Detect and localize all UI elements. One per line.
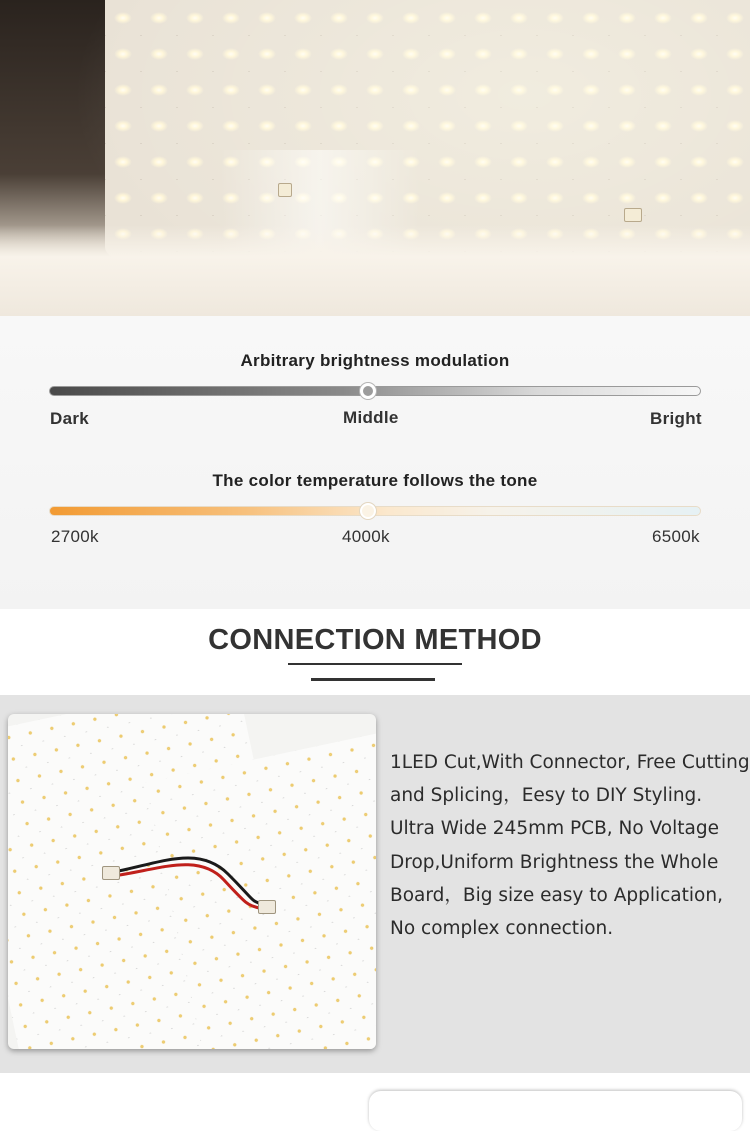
panel-connector-icon [278, 183, 292, 197]
description-line: 1LED Cut,With Connector, Free Cutting [390, 752, 750, 773]
brightness-slider-knob[interactable] [360, 383, 376, 399]
panel-connector-icon [624, 208, 642, 222]
heading-underline [288, 663, 462, 665]
hero-led-panel-image [0, 0, 750, 316]
connection-heading: CONNECTION METHOD [208, 624, 542, 656]
connector-plug-icon [258, 900, 276, 914]
temperature-slider-knob[interactable] [360, 503, 376, 519]
adjustment-section [0, 316, 750, 609]
description-line: and Splicing，Eesy to DIY Styling. [390, 785, 703, 807]
next-section-card [369, 1091, 742, 1131]
description-line: Ultra Wide 245mm PCB, No Voltage [390, 818, 719, 840]
connector-cable-image [8, 714, 376, 1049]
brightness-label-dark: Dark [50, 409, 90, 428]
heading-underline-short [311, 678, 435, 681]
description-line: Board，Big size easy to Application, [390, 884, 723, 906]
description-line: No complex connection. [390, 918, 614, 940]
cable-icon [8, 714, 376, 1049]
temperature-label-neutral: 4000k [342, 527, 390, 546]
temperature-label-warm: 2700k [51, 527, 99, 546]
brightness-label-middle: Middle [343, 408, 399, 427]
connector-plug-icon [102, 866, 120, 880]
description-line: Drop,Uniform Brightness the Whole [390, 851, 719, 873]
connection-description [390, 746, 750, 945]
temperature-label-cool: 6500k [652, 527, 700, 546]
brightness-label-bright: Bright [650, 409, 702, 428]
brightness-title: Arbitrary brightness modulation [240, 351, 510, 370]
floor-reflection [0, 225, 750, 316]
temperature-title: The color temperature follows the tone [212, 471, 538, 490]
